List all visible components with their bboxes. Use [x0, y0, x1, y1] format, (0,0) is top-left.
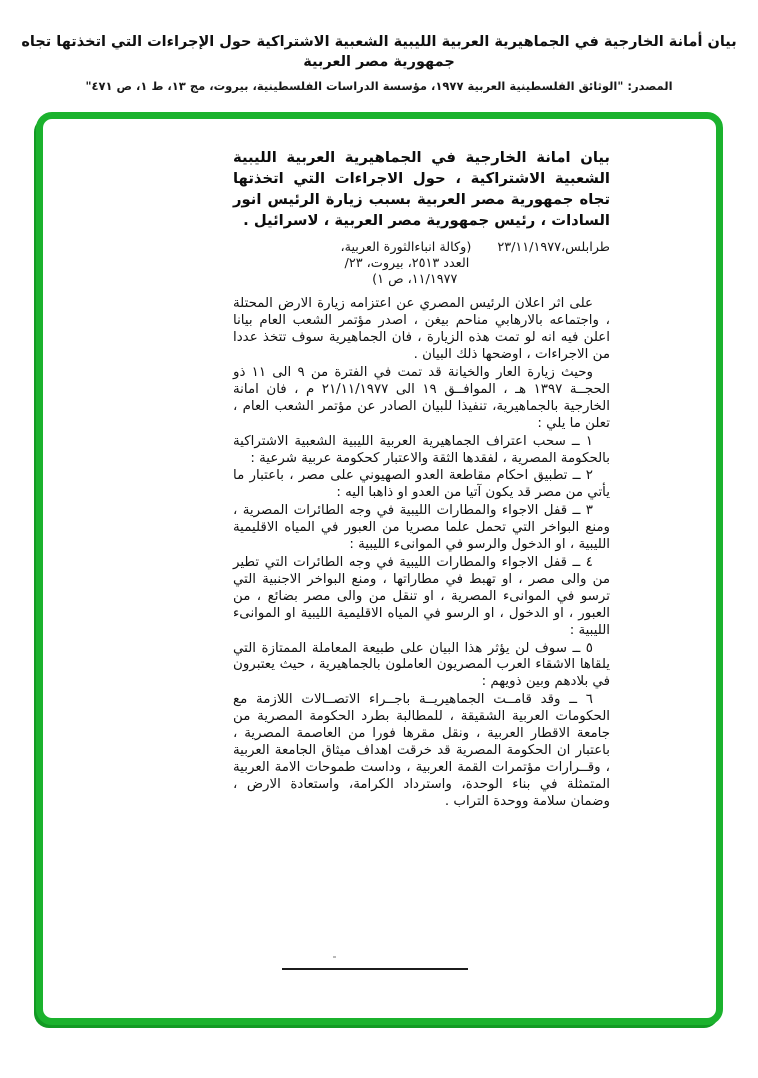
citation-agency-line: (وكالة انباءالثورة العربية، [340, 240, 472, 255]
citation-agency-line: العدد ٢٥١٣، بيروت، ٢٣/ [344, 255, 470, 271]
citation-dateline: طرابلس،٢٣/١١/١٩٧٧ [497, 240, 610, 255]
page-header-source: المصدر: "الوثائق الفلسطينية العربية ١٩٧٧، مؤسسة الدراسات الفلسطينية، بيروت، مج ١٣، ط ١، ص ٤٧١" [85, 79, 673, 93]
citation-agency [340, 240, 471, 287]
document-body [233, 296, 610, 810]
paragraph-item-2: ٢ ــ تطبيق احكام مقاطعة العدو الصهيوني على مصر ، باعتبار ما يأتي من مصر قد يكون آتيا من العدو او ذاهبا اليه : [233, 468, 610, 501]
scan-speck [333, 956, 336, 958]
paragraph-preamble: وحيث زيارة العار والخيانة قد تمت في الفترة من ٩ الى ١١ ذو الحجــة ١٣٩٧ هـ ، الموافــق ١٩ الى ٢١/١١/١٩٧٧ م ، فان امانة الخارجية بالجماهيرية، تنفيذا للبيان الصادر عن مؤتمر الشعب العام ، تعلن ما يلي : [233, 365, 610, 431]
paragraph-item-6: ٦ ــ وقد قامــت الجماهيريــة باجــراء الاتصــالات اللازمة مع الحكومات العربية الشقيقة ، للمطالبة بطرد الحكومة المصرية من جامعة الاقطار العربية ، ونقل مقرها فورا من العاصمة المصرية ، باعتبار ان الحكومة المصرية قد خرقت اهداف ميثاق الجامعة العربية ، وقــرارات مؤتمرات القمة العربية ، وداست طموحات الامة العربية المتمثلة في بناء الوحدة، واسترداد الكرامة، واستعادة الارض ، وضمان سلامة ووحدة التراب . [233, 692, 610, 809]
paragraph-intro: على اثر اعلان الرئيس المصري عن اعتزامه زيارة الارض المحتلة ، واجتماعه بالارهابي مناحم بيغن ، اصدر مؤتمر الشعب العام بيانا اعلن فيه انه لو تمت هذه الزيارة ، فان الجماهيرية سوف تتخذ عددا من الاجراءات ، اوضحها ذلك البيان . [233, 296, 610, 363]
paragraph-item-4: ٤ ــ قفل الاجواء والمطارات الليبية في وجه الطائرات التي تطير من والى مصر ، او تهبط في مطاراتها ، ومنع البواخر الاجنبية التي ترسو في الموانىء المصرية ، او تنقل من والى مصر بضائع ، من العبور ، او الدخول ، او الرسو في المياه الاقليمية الليبية او الموانىء الليبية : [233, 554, 610, 638]
page-header-title: بيان أمانة الخارجية في الجماهيرية العربية الليبية الشعبية الاشتراكية حول الإجراءات التي اتخذتها تجاه جمهورية مصر العربية [21, 34, 737, 70]
paragraph-item-1: ١ ــ سحب اعتراف الجماهيرية العربية الليبية الشعبية الاشتراكية بالحكومة المصرية ، لفقدها الثقة والاعتبار كحكومة عربية شرعية : [233, 433, 610, 466]
citation-agency-line: ١١/١٩٧٧، ص ١) [372, 271, 458, 287]
document-page [233, 147, 610, 812]
end-of-document-divider [282, 968, 468, 970]
paragraph-item-5: ٥ ــ سوف لن يؤثر هذا البيان على طبيعة المعاملة الممتازة التي يلقاها الاشقاء العرب المصريون العاملون بالجماهيرية ، حيث يعتبرون في بلادهم وبين ذويهم : [233, 640, 610, 690]
citation-block [233, 240, 610, 287]
page-header [10, 32, 748, 93]
paragraph-item-3: ٣ ــ قفل الاجواء والمطارات الليبية في وجه الطائرات المصرية ، ومنع البواخر التي تحمل علما مصريا من العبور في المياه الاقليمية الليبية ، او الدخول والرسو في الموانىء الليبية : [233, 503, 610, 553]
document-title: بيان امانة الخارجية في الجماهيرية العربية الليبية الشعبية الاشتراكية ، حول الاجراءات التي اتخذتها تجاه جمهورية مصر العربية بسبب زيارة الرئيس انور السادات ، رئيس جمهورية مصر العربية ، لاسرائيل . [233, 149, 610, 229]
